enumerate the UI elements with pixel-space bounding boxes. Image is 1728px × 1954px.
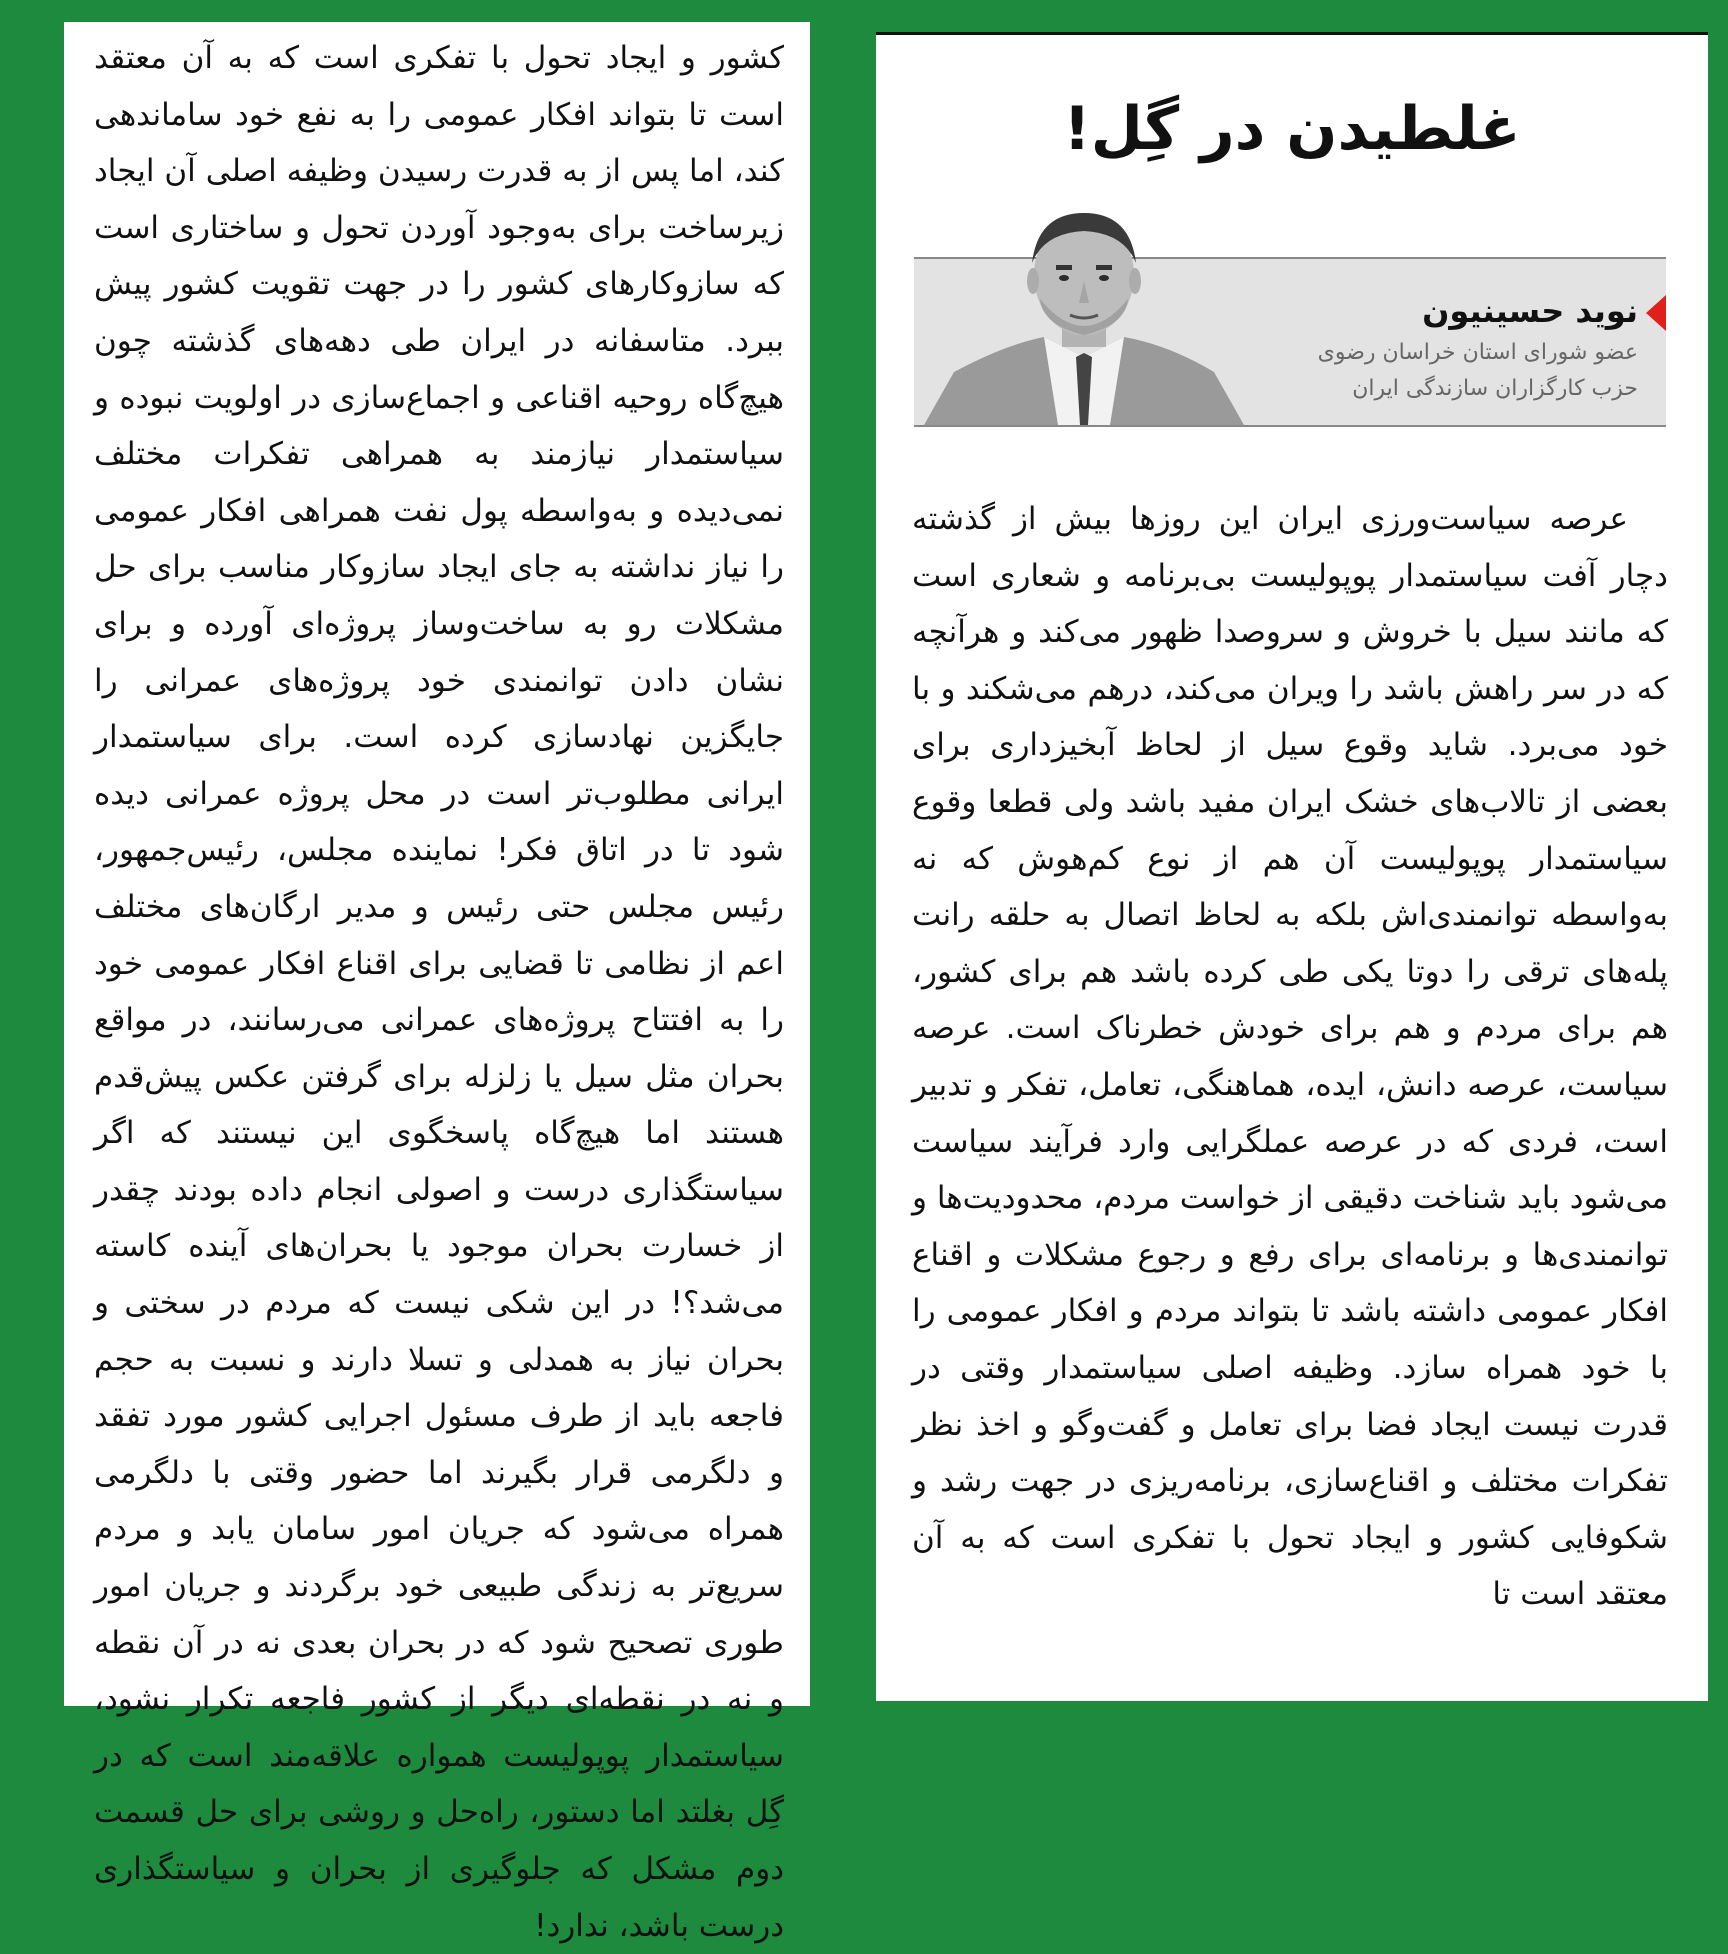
author-photo [914,207,1254,425]
author-info [1318,287,1638,407]
right-column-panel [876,32,1708,1701]
author-name: نوید حسینیون [1422,292,1638,330]
article-body-continued: کشور و ایجاد تحول با تفکری است که به آن معتقد است تا بتواند افکار عمومی را به نفع خود ساماندهی کند، اما پس از به قدرت رسیدن وظیفه اصلی آن ایجاد زیرساخت برای به‌وجود آوردن تحول و ساختاری است که سازوکارهای کشور را در جهت تقویت کشور پیش ببرد. متاسفانه در ایران طی دهه‌های گذشته چون هیچ‌گاه روحیه اقناعی و اجماع‌سازی در اولویت نبوده و سیاستمدار نیازمند به همراهی تفکرات مختلف نمی‌دیده و به‌واسطه پول نفت همراهی افکار عمومی را نیاز نداشته به جای ایجاد سازوکار مناسب برای حل مشکلات رو به ساخت‌وساز پروژه‌ای آورده و برای نشان دادن توانمندی خود پروژه‌های عمرانی را جایگزین نهادسازی کرده است. برای سیاستمدار ایرانی مطلوب‌تر است در محل پروژه عمرانی دیده شود تا در اتاق فکر! نماینده مجلس، رئیس‌جمهور، رئیس مجلس حتی رئیس و مدیر ارگان‌های مختلف اعم از نظامی تا قضایی برای اقناع افکار عمومی خود را به افتتاح پروژه‌های عمرانی می‌رسانند، در مواقع بحران مثل سیل یا زلزله برای گرفتن عکس پیش‌قدم هستند اما هیچ‌گاه پاسخگوی این نیستند که اگر سیاستگذاری درست و اصولی انجام داده بودند چقدر از خسارت بحران موجود یا بحران‌های آینده کاسته می‌شد؟! در این شکی نیست که مردم در سختی و بحران نیاز به همدلی و تسلا دارند و نسبت به حجم فاجعه باید از طرف مسئول اجرایی کشور مورد تفقد و دلگرمی قرار بگیرند اما حضور وقتی با دلگرمی همراه می‌شود که جریان امور سامان یابد و مردم سریع‌تر به زندگی طبیعی خود برگردند و جریان امور طوری تصحیح شود که در بحران بعدی نه در آن نقطه و نه در نقطه‌ای دیگر از کشور فاجعه تکرار نشود، سیاستمدار پوپولیست همواره علاقه‌مند است که در گِل بغلتد اما دستور، راه‌حل و روشی برای حل قسمت دوم مشکل که جلوگیری از بحران و سیاستگذاری درست باشد، ندارد! [94,40,784,1944]
author-role-line-1: عضو شورای استان خراسان رضوی [1317,340,1638,365]
author-marker-icon [1646,295,1666,331]
article-body: عرصه سیاست‌ورزی ایران این روزها بیش از گذشته دچار آفت سیاستمدار پوپولیست بی‌برنامه و شعاری است که مانند سیل با خروش و سروصدا ظهور می‌کند و هرآنچه که در سر راهش باشد را ویران می‌کند، درهم می‌شکند و با خود می‌برد. شاید وقوع سیل از لحاظ آبخیزداری برای بعضی از تالاب‌های خشک ایران مفید باشد ولی قطعا وقوع سیاستمدار پوپولیست آن هم از نوع کم‌هوش که نه به‌واسطه توانمندی‌اش بلکه به لحاظ اتصال به حلقه رانت پله‌های ترقی را دوتا یکی طی کرده باشد هم برای کشور، هم برای مردم و هم برای خودش خطرناک است. عرصه سیاست، عرصه دانش، ایده، هماهنگی، تعامل، تفکر و تدبیر است، فردی که در عرصه عملگرایی وارد فرآیند سیاست می‌شود باید شناخت دقیقی از خواست مردم، محدودیت‌ها و توانمندی‌ها و برنامه‌ای برای رفع و رجوع مشکلات و اقناع افکار عمومی داشته باشد تا بتواند مردم و افکار عمومی را با خود همراه سازد. وظیفه اصلی سیاستمدار وقتی در قدرت نیست ایجاد فضا برای تعامل و گفت‌وگو و اخذ نظر تفکرات مختلف و اقناع‌سازی، برنامه‌ریزی در جهت رشد و شکوفایی کشور و ایجاد تحول با تفکری است که به آن معتقد است تا [912,501,1668,1613]
left-column-panel [64,22,810,1944]
author-role-line-2: حزب کارگزاران سازندگی ایران [1352,376,1638,401]
author-box [914,257,1666,427]
article-headline: غلطیدن در گِل! [1063,94,1521,164]
